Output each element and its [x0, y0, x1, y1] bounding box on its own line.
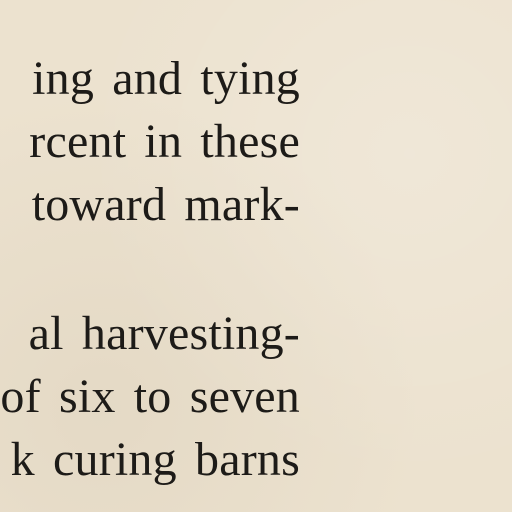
text-line: rcent in these	[29, 115, 300, 168]
text-line: ing and tying	[32, 52, 300, 105]
text-line: k curing barns	[10, 433, 300, 486]
text-line: toward mark-	[31, 178, 300, 231]
text-line: of six to seven	[0, 370, 300, 423]
text-line: al harvesting-	[28, 307, 300, 360]
